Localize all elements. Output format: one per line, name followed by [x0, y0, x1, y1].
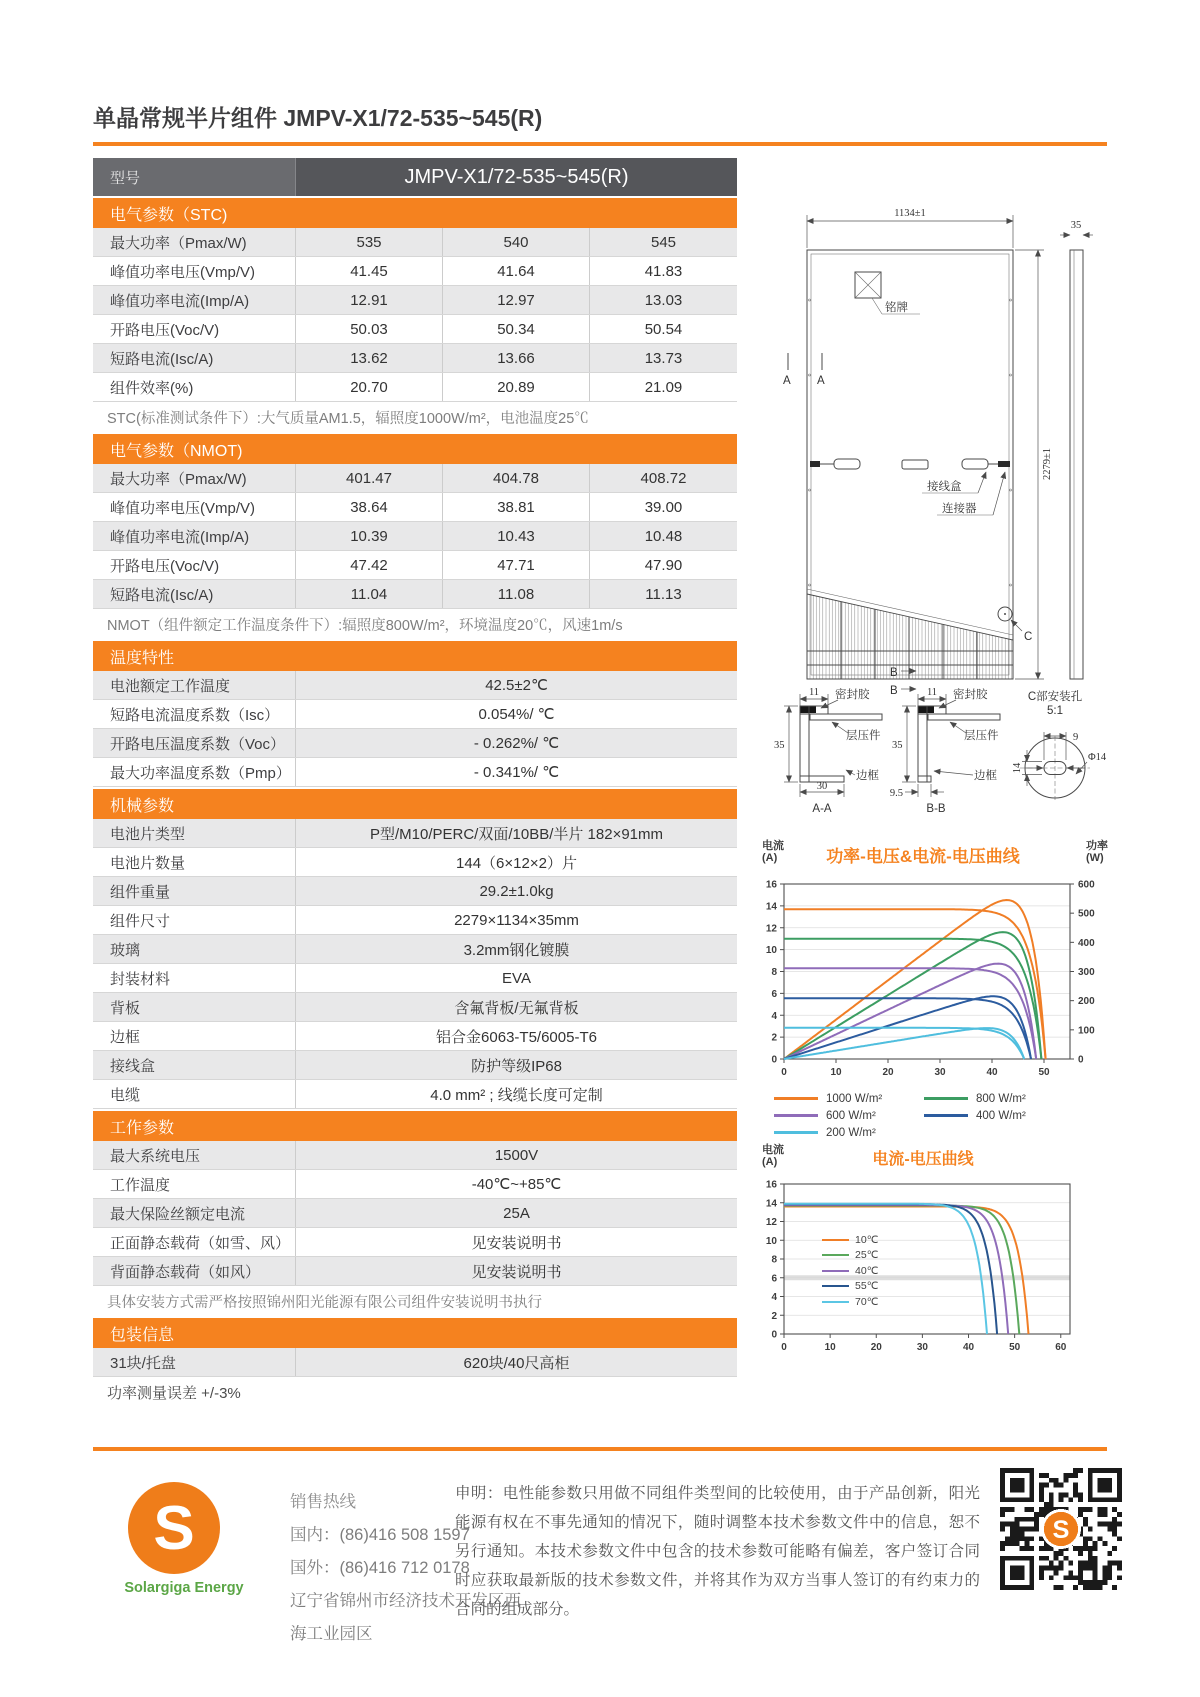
section-header-working: 工作参数: [93, 1111, 737, 1141]
row-label: 31块/托盘: [93, 1348, 296, 1376]
row-label: 电池片数量: [93, 848, 296, 876]
company-address: 辽宁省锦州市经济技术开发区西海工业园区: [290, 1592, 521, 1643]
frame-label: 边框: [974, 770, 997, 782]
dim-30-label: 30: [816, 781, 828, 792]
row-value: 10.39: [296, 522, 443, 550]
legend-item: [924, 1110, 1074, 1122]
table-row: [93, 700, 737, 729]
table-row: [93, 848, 737, 877]
model-value: JMPV-X1/72-535~545(R): [296, 158, 737, 196]
row-value: 见安装说明书: [471, 1263, 562, 1281]
svg-text:14: 14: [765, 1198, 777, 1210]
legend-label: 55℃: [855, 1280, 879, 1293]
legend-label: 600 W/m²: [826, 1109, 876, 1122]
company-logo: [118, 1482, 250, 1596]
row-value: - 0.341%/ ℃: [473, 764, 560, 781]
nmot-note: NMOT（组件额定工作温度条件下）:辐照度800W/m²，环境温度20℃，风速1m/s: [107, 617, 623, 634]
row-value: 41.83: [644, 262, 683, 280]
row-label: 玻璃: [93, 935, 296, 963]
table-row: [93, 286, 737, 315]
svg-text:300: 300: [1078, 967, 1095, 978]
dim-phi14-label: Φ14: [1088, 752, 1107, 763]
svg-text:40: 40: [986, 1067, 998, 1078]
table-row: [93, 522, 737, 551]
table-row: [93, 1022, 737, 1051]
chart2-title: 电流-电压曲线: [872, 1151, 974, 1168]
panel-rear-view: [783, 208, 1093, 697]
legend-label: 40℃: [855, 1264, 879, 1277]
row-value: - 0.262%/ ℃: [473, 735, 560, 752]
svg-text:0: 0: [781, 1342, 787, 1353]
legend-label: 70℃: [855, 1295, 879, 1308]
spec-table: [93, 158, 737, 1407]
chart2-yaxis-label: 电流 (A): [762, 1144, 784, 1168]
dim-11-label: 11: [926, 687, 938, 698]
row-label: 工作温度: [93, 1170, 296, 1198]
table-row: [93, 373, 737, 402]
chart2-plot: [722, 1176, 1114, 1362]
laminate-label: 层压件: [964, 730, 999, 742]
row-value: 见安装说明书: [471, 1234, 562, 1252]
chart1-yaxis-right-label: 功率 (W): [1086, 840, 1108, 864]
chart1-legend: [774, 1090, 1084, 1141]
row-label: 峰值功率电流(Imp/A): [93, 522, 296, 550]
row-label: 边框: [93, 1022, 296, 1050]
row-label: 背面静态载荷（如风）: [93, 1257, 296, 1285]
row-value: 10.43: [443, 522, 590, 550]
stc-note: STC(标准测试条件下）:大气质量AM1.5，辐照度1000W/m²，电池温度25℃: [107, 410, 589, 427]
svg-text:8: 8: [771, 967, 777, 978]
logo-caption: Solargiga Energy: [124, 1580, 244, 1596]
row-value: 41.45: [296, 257, 443, 285]
legend-item: [822, 1248, 878, 1264]
svg-text:50: 50: [1038, 1067, 1050, 1078]
row-label: 最大保险丝额定电流: [93, 1199, 296, 1227]
frame-label: 边框: [856, 770, 879, 782]
svg-text:10: 10: [765, 1235, 777, 1247]
row-value: 38.64: [296, 493, 443, 521]
row-label: 峰值功率电压(Vmp/V): [93, 493, 296, 521]
table-row: [93, 464, 737, 493]
svg-text:2: 2: [771, 1032, 777, 1044]
row-value: 50.03: [296, 315, 443, 343]
row-value: 535: [296, 228, 443, 256]
table-row: [93, 1170, 737, 1199]
row-value: 0.054%/ ℃: [478, 706, 555, 723]
legend-label: 400 W/m²: [976, 1109, 1026, 1122]
row-value: 545: [650, 233, 677, 251]
section-mark-b: B: [890, 667, 898, 679]
legend-swatch: [822, 1285, 849, 1287]
table-row: [93, 551, 737, 580]
row-value: 21.09: [644, 378, 683, 396]
nameplate-label: 铭牌: [885, 302, 908, 314]
svg-text:16: 16: [765, 1179, 777, 1191]
svg-text:10: 10: [824, 1342, 836, 1353]
table-row: [93, 993, 737, 1022]
svg-text:8: 8: [771, 1254, 777, 1266]
row-value: 25A: [503, 1204, 530, 1222]
row-value: 408.72: [640, 469, 687, 487]
row-value: 47.71: [443, 551, 590, 579]
model-header-row: [93, 158, 737, 196]
legend-item: [822, 1294, 878, 1310]
section-mark-c: C: [1024, 631, 1033, 643]
row-label: 正面静态载荷（如雪、风）: [93, 1228, 296, 1256]
row-value: 404.78: [443, 464, 590, 492]
svg-text:12: 12: [765, 923, 777, 935]
section-header-mechanical: 机械参数: [93, 789, 737, 819]
svg-text:6: 6: [771, 988, 777, 1000]
svg-text:60: 60: [1055, 1342, 1067, 1353]
svg-text:4: 4: [771, 1010, 777, 1022]
legend-item: [774, 1110, 924, 1122]
section-header-nmot: 电气参数（NMOT): [93, 434, 737, 464]
row-value: 2279×1134×35mm: [454, 911, 579, 929]
section-mark-a: A: [817, 375, 825, 387]
row-value: 11.04: [296, 580, 443, 608]
legend-item: [774, 1093, 924, 1105]
svg-text:0: 0: [781, 1067, 787, 1078]
row-label: 最大功率温度系数（Pmp）: [93, 758, 296, 786]
row-label: 短路电流温度系数（Isc）: [93, 700, 296, 728]
row-label: 峰值功率电压(Vmp/V): [93, 257, 296, 285]
table-row: [93, 493, 737, 522]
chart2-legend: [822, 1232, 878, 1310]
row-value: 50.34: [443, 315, 590, 343]
row-value: 39.00: [644, 498, 683, 516]
row-value: 20.89: [443, 373, 590, 401]
row-label: 峰值功率电流(Imp/A): [93, 286, 296, 314]
row-label: 封装材料: [93, 964, 296, 992]
section-header-temperature: 温度特性: [93, 641, 737, 671]
table-row: [93, 580, 737, 609]
dim-11-label: 11: [808, 687, 820, 698]
c-hole-scale: 5:1: [1047, 705, 1063, 717]
legend-swatch: [924, 1114, 968, 1117]
svg-text:200: 200: [1078, 996, 1095, 1008]
svg-text:0: 0: [1078, 1054, 1084, 1066]
row-value: 12.91: [296, 286, 443, 314]
legend-swatch: [822, 1301, 849, 1303]
legend-swatch: [774, 1131, 818, 1134]
row-label: 最大功率（Pmax/W): [93, 464, 296, 492]
legend-item: [822, 1263, 878, 1279]
row-label: 短路电流(Isc/A): [93, 344, 296, 372]
dim-35-label: 35: [774, 740, 785, 751]
row-label: 最大系统电压: [93, 1141, 296, 1169]
dim-14-label: 14: [1012, 762, 1023, 774]
row-label: 电池额定工作温度: [93, 671, 296, 699]
legend-label: 200 W/m²: [826, 1126, 876, 1139]
row-value: -40℃~+85℃: [471, 1176, 562, 1193]
row-label: 组件尺寸: [93, 906, 296, 934]
table-row: [93, 906, 737, 935]
dim-thickness-label: 35: [1070, 220, 1082, 231]
chart1-yaxis-left-label: 电流 (A): [762, 840, 784, 864]
svg-text:10: 10: [765, 945, 777, 957]
row-label: 开路电压温度系数（Voc）: [93, 729, 296, 757]
svg-text:40: 40: [962, 1342, 975, 1353]
table-row: [93, 729, 737, 758]
dim-35-label: 35: [892, 740, 903, 751]
cross-section-aa: [774, 687, 882, 815]
solargiga-logo-icon: S: [128, 1482, 220, 1574]
legend-label: 1000 W/m²: [826, 1092, 883, 1105]
legend-item: [822, 1232, 878, 1248]
row-label: 电缆: [93, 1080, 296, 1108]
svg-text:600: 600: [1078, 879, 1095, 891]
table-row: [93, 1080, 737, 1109]
cell-hatch-area: [807, 589, 1013, 679]
row-value: 47.90: [644, 556, 683, 574]
table-row: [93, 228, 737, 257]
cross-section-bb: [890, 687, 1000, 815]
row-value: 4.0 mm² ; 线缆长度可定制: [430, 1086, 603, 1104]
row-label: 组件效率(%): [93, 373, 296, 401]
legend-item: [822, 1279, 878, 1295]
dim-height-label: 2279±1: [1042, 447, 1053, 481]
row-value: 12.97: [443, 286, 590, 314]
svg-text:50: 50: [1009, 1342, 1021, 1353]
phone-domestic: 国内：(86)416 508 1597: [290, 1526, 470, 1544]
row-value: 3.2mm钢化镀膜: [463, 941, 570, 959]
legend-label: 25℃: [855, 1249, 879, 1262]
row-label: 背板: [93, 993, 296, 1021]
iv-temperature-curve-chart: [722, 1146, 1114, 1386]
row-value: 144（6×12×2）片: [456, 854, 577, 872]
row-label: 开路电压(Voc/V): [93, 315, 296, 343]
model-label: 型号: [93, 158, 296, 196]
row-label: 开路电压(Voc/V): [93, 551, 296, 579]
row-value: 20.70: [296, 373, 443, 401]
row-value: 11.13: [645, 585, 682, 603]
legend-swatch: [924, 1097, 968, 1100]
qr-code: [1000, 1468, 1122, 1590]
legend-label: 10℃: [855, 1233, 879, 1246]
installation-note: 具体安装方式需严格按照锦州阳光能源有限公司组件安装说明书执行: [107, 1294, 542, 1311]
table-row: [93, 935, 737, 964]
page-title: 单晶常规半片组件 JMPV-X1/72-535~545(R): [93, 105, 543, 131]
chart1-title: 功率-电压&电流-电压曲线: [826, 847, 1020, 866]
row-value: 50.54: [644, 320, 683, 338]
table-row: [93, 758, 737, 787]
row-value: EVA: [502, 969, 531, 987]
row-value: 13.66: [443, 344, 590, 372]
svg-text:20: 20: [882, 1067, 894, 1078]
row-value: 47.42: [296, 551, 443, 579]
legend-swatch: [822, 1254, 849, 1256]
junction-box-symbols: [810, 459, 1010, 469]
dim-9-label: 9: [1073, 732, 1079, 743]
row-label: 接线盒: [93, 1051, 296, 1079]
sealant-label: 密封胶: [835, 689, 870, 701]
svg-text:500: 500: [1078, 908, 1095, 920]
row-value: 540: [443, 228, 590, 256]
junction-box-label: 接线盒: [927, 481, 962, 493]
sales-hotline-title: 销售热线: [290, 1493, 356, 1511]
row-value: 38.81: [443, 493, 590, 521]
connector-label: 连接器: [942, 503, 977, 515]
row-value: 10.48: [644, 527, 683, 545]
title-rule: [93, 142, 1107, 146]
row-value: 620块/40尺高柜: [463, 1354, 570, 1372]
svg-text:16: 16: [765, 879, 777, 891]
table-row: [93, 1199, 737, 1228]
svg-text:20: 20: [870, 1342, 882, 1353]
legend-swatch: [822, 1239, 849, 1241]
table-row: [93, 257, 737, 286]
legend-swatch: [774, 1097, 818, 1100]
row-value: 13.03: [644, 291, 683, 309]
table-row: [93, 1051, 737, 1080]
row-label: 电池片类型: [93, 819, 296, 847]
svg-text:30: 30: [916, 1342, 928, 1353]
row-value: 41.64: [443, 257, 590, 285]
chart1-plot: [722, 874, 1114, 1086]
pv-iv-curve-chart: [722, 842, 1114, 1142]
row-value: 13.62: [296, 344, 443, 372]
row-label: 组件重量: [93, 877, 296, 905]
legend-swatch: [774, 1114, 818, 1117]
svg-text:2: 2: [771, 1310, 777, 1322]
mounting-hole-detail: [1012, 689, 1107, 800]
svg-text:6: 6: [771, 1273, 777, 1285]
section-mark-b: B: [890, 685, 898, 697]
row-value: 29.2±1.0kg: [479, 882, 554, 900]
row-label: 最大功率（Pmax/W): [93, 228, 296, 256]
table-row: [93, 671, 737, 700]
table-row: [93, 819, 737, 848]
table-row: [93, 1257, 737, 1286]
svg-text:4: 4: [771, 1292, 777, 1303]
power-tolerance-note: 功率测量误差 +/-3%: [107, 1384, 241, 1402]
table-row: [93, 1141, 737, 1170]
row-value: 铝合金6063-T5/6005-T6: [436, 1028, 597, 1046]
svg-text:100: 100: [1078, 1025, 1095, 1037]
row-value: 含氟背板/无氟背板: [454, 999, 579, 1017]
svg-text:10: 10: [830, 1067, 842, 1078]
legend-item: [924, 1093, 1074, 1105]
row-value: 11.08: [443, 580, 590, 608]
row-value: 401.47: [296, 464, 443, 492]
section-mark-a: A: [783, 375, 791, 387]
svg-text:S: S: [1052, 1515, 1070, 1544]
c-hole-title: C部安装孔: [1027, 691, 1083, 703]
legend-label: 800 W/m²: [976, 1092, 1026, 1105]
dim-width-label: 1134±1: [894, 208, 926, 219]
row-value: P型/M10/PERC/双面/10BB/半片 182×91mm: [369, 825, 664, 843]
legend-item: [774, 1127, 924, 1139]
svg-text:14: 14: [765, 901, 777, 913]
section-header-stc: 电气参数（STC): [93, 198, 737, 228]
dim-95-label: 9.5: [889, 788, 903, 799]
row-value: 1500V: [494, 1146, 539, 1164]
table-row: [93, 1348, 737, 1377]
section-header-packing: 包装信息: [93, 1318, 737, 1348]
table-row: [93, 877, 737, 906]
table-row: [93, 344, 737, 373]
svg-text:0: 0: [771, 1329, 777, 1341]
section-aa-caption: A-A: [812, 803, 832, 815]
legend-swatch: [822, 1270, 849, 1272]
phone-international: 国外：(86)416 712 0178: [290, 1559, 470, 1577]
svg-text:30: 30: [934, 1067, 946, 1078]
row-value: 13.73: [644, 349, 683, 367]
row-value: 42.5±2℃: [485, 677, 548, 694]
module-technical-drawing: [722, 190, 1112, 840]
row-label: 短路电流(Isc/A): [93, 580, 296, 608]
svg-text:12: 12: [765, 1217, 777, 1228]
section-bb-caption: B-B: [926, 803, 946, 815]
table-row: [93, 315, 737, 344]
table-row: [93, 1228, 737, 1257]
svg-text:400: 400: [1078, 937, 1095, 949]
laminate-label: 层压件: [846, 730, 881, 742]
table-row: [93, 964, 737, 993]
footer-rule: [93, 1447, 1107, 1451]
legal-statement: 申明：电性能参数只用做不同组件类型间的比较使用，由于产品创新，阳光能源有权在不事先通知的情况下，随时调整本技术参数文件中的信息，恕不另行通知。本技术参数文件中包含的技术参数可能略有偏差，客户签订合同时应获取最新版的技术参数文件，并将其作为双方当事人签订的有约束力的合同的组成部分。: [455, 1485, 980, 1618]
row-value: 防护等级IP68: [471, 1057, 562, 1075]
qr-code-image: [1000, 1468, 1122, 1590]
sealant-label: 密封胶: [953, 689, 988, 701]
svg-text:0: 0: [771, 1054, 777, 1066]
